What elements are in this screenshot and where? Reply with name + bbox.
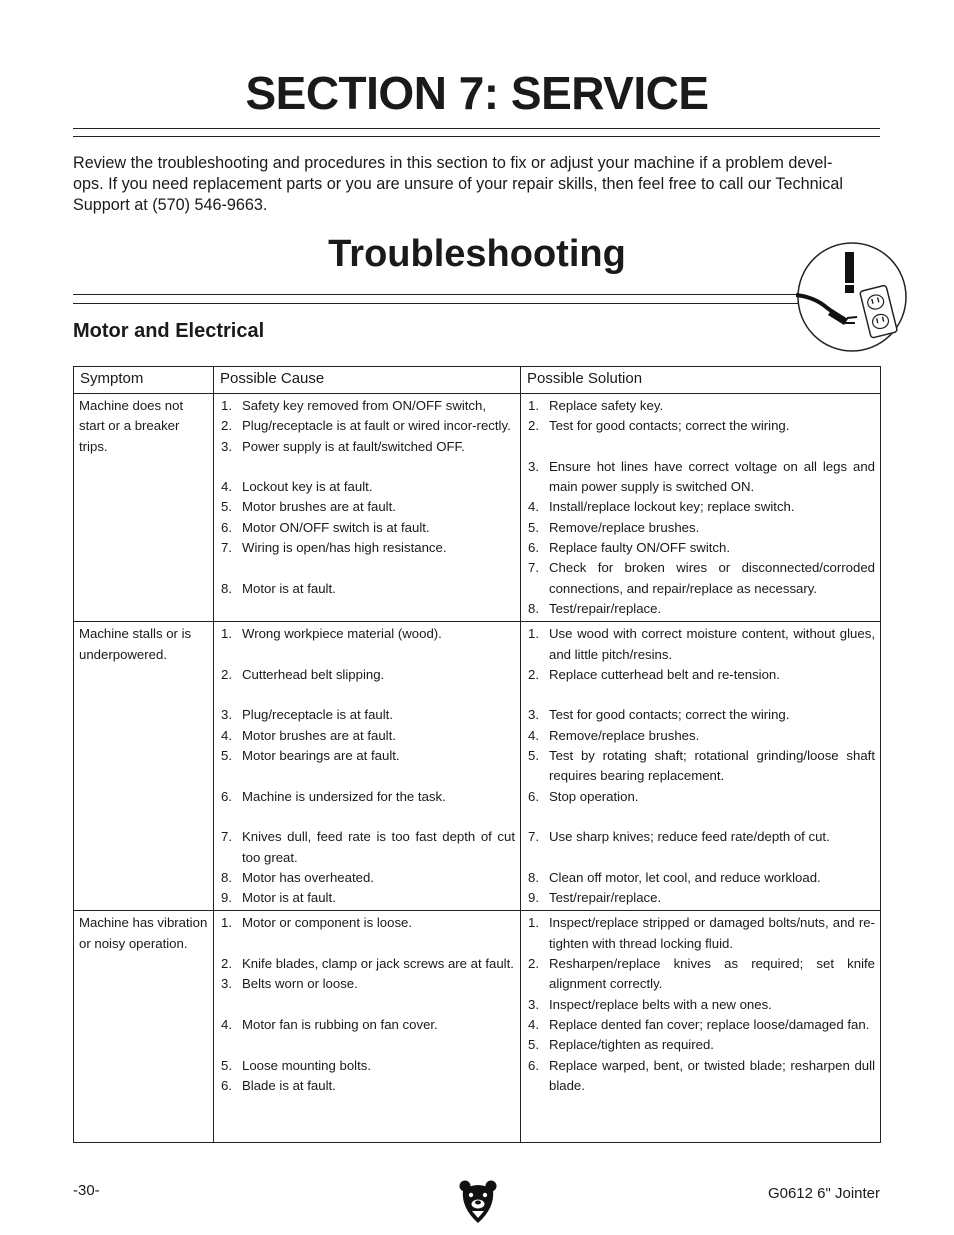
list-item: 7. Knives dull, feed rate is too fast depth of cut too great. <box>221 829 515 865</box>
cause-cell <box>214 622 521 911</box>
list-item: 4. Motor fan is rubbing on fan cover. <box>221 1016 438 1032</box>
list-item: 1. Inspect/replace stripped or damaged bolts/nuts, and re-tighten with thread locking fluid. <box>528 915 875 951</box>
list-item: 7. Wiring is open/has high resistance. <box>221 540 447 556</box>
troubleshooting-rule-top <box>73 294 803 295</box>
symptom-cell: Machine does not start or a breaker trips. <box>74 394 214 622</box>
list-item: 5. Motor bearings are at fault. <box>221 748 400 764</box>
table-row <box>74 394 881 622</box>
list-item: 5. Loose mounting bolts. <box>221 1057 372 1073</box>
list-item: 2. Replace cutterhead belt and re-tension. <box>528 666 780 682</box>
list-item: 4. Replace dented fan cover; replace loose/damaged fan. <box>528 1016 870 1032</box>
list-item: 1. Motor or component is loose. <box>221 915 413 931</box>
cause-cell <box>214 394 521 622</box>
list-item: 3. Belts worn or loose. <box>221 976 358 992</box>
section-title: SECTION 7: SERVICE <box>245 67 709 119</box>
list-item: 2. Test for good contacts; correct the wiring. <box>528 418 790 434</box>
list-item: 3. Test for good contacts; correct the wiring. <box>528 707 790 723</box>
troubleshooting-table <box>73 366 881 1143</box>
list-item: 3. Ensure hot lines have correct voltage on all legs and main power supply is switched ON. <box>528 458 875 495</box>
list-item: 1. Safety key removed from ON/OFF switch, <box>221 398 487 413</box>
list-item: 2. Plug/receptacle is at fault or wired incor-rectly. <box>221 418 511 434</box>
list-item: 3. Plug/receptacle is at fault. <box>221 707 394 723</box>
list-item: 3. Power supply is at fault/switched OFF. <box>221 438 465 454</box>
list-item: 4. Remove/replace brushes. <box>528 727 700 743</box>
list-item: 7. Use sharp knives; reduce feed rate/depth of cut. <box>528 829 830 845</box>
list-item: 6. Replace faulty ON/OFF switch. <box>528 540 731 556</box>
list-item: 6. Replace warped, bent, or twisted blade; resharpen dull blade. <box>528 1057 875 1093</box>
list-item: 2. Cutterhead belt slipping. <box>221 666 385 682</box>
list-item: 1. Replace safety key. <box>528 398 664 413</box>
list-item: 3. Inspect/replace belts with a new ones. <box>528 996 772 1012</box>
table-header-row <box>74 367 881 394</box>
list-item: 6. Machine is undersized for the task. <box>221 788 446 804</box>
intro-paragraph <box>73 153 883 216</box>
table-row <box>74 622 881 911</box>
list-item: 1. Use wood with correct moisture content, without glues, and little pitch/resins. <box>528 626 875 662</box>
header-symptom: Symptom <box>74 367 214 394</box>
list-item: 8. Test/repair/replace. <box>528 600 662 616</box>
intro-line: Review the troubleshooting and procedures in this section to fix or adjust your machine if a problem devel- <box>73 154 833 172</box>
list-item: 8. Motor has overheated. <box>221 869 374 885</box>
solution-cell <box>521 911 881 1143</box>
intro-line: ops. If you need replacement parts or you are unsure of your repair skills, then feel free to call our Technical <box>73 175 843 193</box>
title-rule-top <box>73 128 880 129</box>
header-possible-solution: Possible Solution <box>521 367 881 394</box>
list-item: 5. Remove/replace brushes. <box>528 519 700 535</box>
list-item: 5. Test by rotating shaft; rotational grinding/loose shaft requires bearing replacement. <box>528 748 875 784</box>
table-row <box>74 911 881 1143</box>
cause-cell <box>214 911 521 1143</box>
electrical-hazard-icon <box>796 241 908 353</box>
troubleshooting-rule-bottom <box>73 303 803 304</box>
page-number: -30- <box>73 1182 100 1199</box>
list-item: 6. Stop operation. <box>528 788 639 804</box>
list-item: 7. Check for broken wires or disconnected/corroded connections, and repair/replace as necessary. <box>528 560 875 596</box>
list-item: 5. Replace/tighten as required. <box>528 1037 714 1053</box>
symptom-cell: Machine stalls or is underpowered. <box>74 622 214 911</box>
list-item: 2. Knife blades, clamp or jack screws are at fault. <box>221 956 514 972</box>
list-item: 8. Motor is at fault. <box>221 580 336 596</box>
list-item: 4. Install/replace lockout key; replace switch. <box>528 499 795 515</box>
list-item: 5. Motor brushes are at fault. <box>221 499 396 515</box>
list-item: 4. Motor brushes are at fault. <box>221 727 396 743</box>
troubleshooting-title: Troubleshooting <box>328 233 626 275</box>
model-name: G0612 6" Jointer <box>767 1185 880 1202</box>
list-item: 9. Motor is at fault. <box>221 890 336 906</box>
header-possible-cause: Possible Cause <box>214 367 521 394</box>
list-item: 4. Lockout key is at fault. <box>221 479 373 495</box>
subsection-title: Motor and Electrical <box>73 320 265 342</box>
intro-line: Support at (570) 546-9663. <box>73 196 268 214</box>
list-item: 8. Clean off motor, let cool, and reduce workload. <box>528 869 821 885</box>
solution-cell <box>521 394 881 622</box>
list-item: 2. Resharpen/replace knives as required; set knife alignment correctly. <box>528 956 875 992</box>
title-rule-bottom <box>73 136 880 137</box>
solution-cell <box>521 622 881 911</box>
bear-logo-icon <box>459 1178 497 1224</box>
list-item: 6. Blade is at fault. <box>221 1077 336 1093</box>
symptom-cell: Machine has vibration or noisy operation. <box>74 911 214 1143</box>
list-item: 1. Wrong workpiece material (wood). <box>221 626 442 642</box>
list-item: 6. Motor ON/OFF switch is at fault. <box>221 519 430 535</box>
list-item: 9. Test/repair/replace. <box>528 890 662 906</box>
